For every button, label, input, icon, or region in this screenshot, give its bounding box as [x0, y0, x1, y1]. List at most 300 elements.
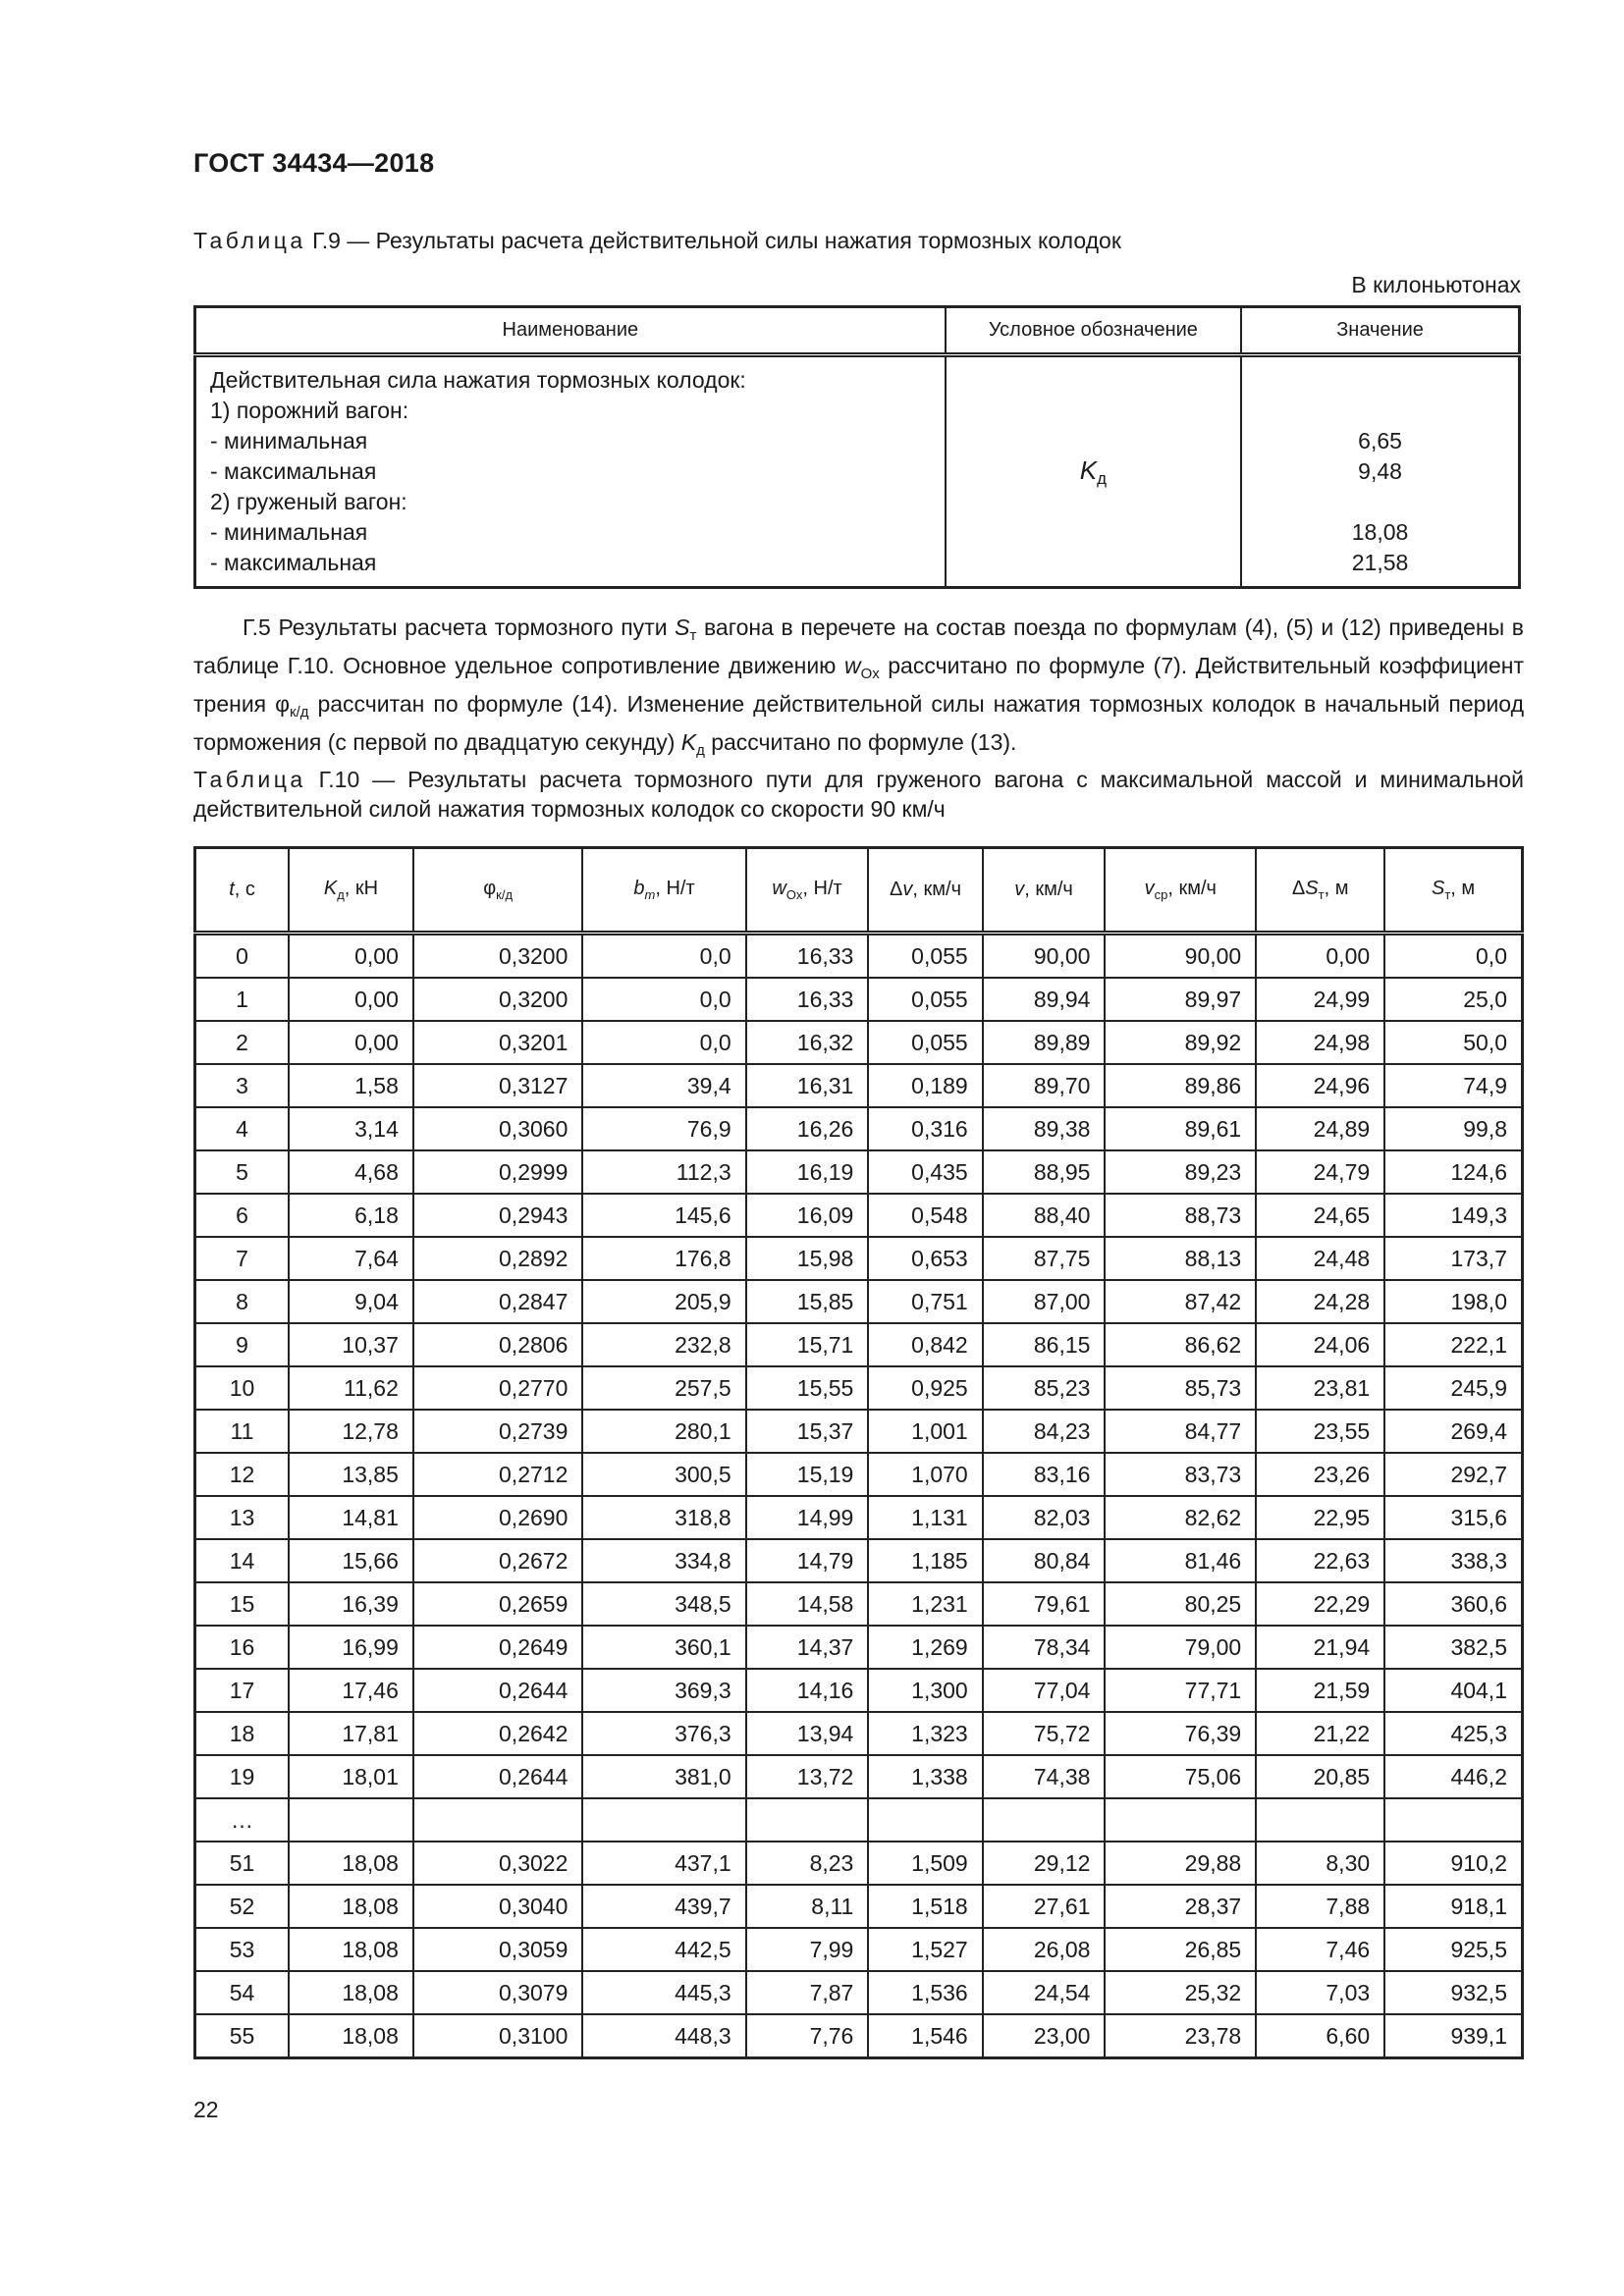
table-cell: 87,00: [983, 1280, 1106, 1323]
table-cell: 124,6: [1384, 1150, 1522, 1194]
table-cell: 0,055: [868, 1021, 982, 1064]
table-cell: 16,33: [746, 934, 869, 979]
table-cell: 16,32: [746, 1021, 869, 1064]
table-cell: 89,94: [983, 978, 1106, 1021]
header-symbol: φ: [483, 878, 497, 899]
table-cell: 16: [195, 1626, 290, 1669]
table-9-value-line: 9,48: [1358, 458, 1402, 484]
symbol-s: S: [675, 614, 690, 640]
table-9-header-symbol: Условное обозначение: [946, 307, 1241, 355]
table-cell: 1,338: [868, 1755, 982, 1798]
table-cell: 338,3: [1384, 1539, 1522, 1582]
table-cell: 205,9: [582, 1280, 745, 1323]
table-cell: 3,14: [289, 1107, 413, 1150]
table-cell: 0,00: [289, 1021, 413, 1064]
table-9-name-line: 2) груженый вагон:: [210, 489, 407, 514]
table-cell: 0,3201: [413, 1021, 583, 1064]
table-cell: 0,2659: [413, 1582, 583, 1626]
table-10-caption-text: Г.10 — Результаты расчета тормозного пути для груженого вагона с максимальной массой и минимальной действительной силой нажатия тормозных колодок со скорости 90 км/ч: [193, 767, 1524, 822]
table-cell: 16,09: [746, 1194, 869, 1237]
table-cell: 1,001: [868, 1410, 982, 1453]
table-row: [195, 1626, 1523, 1669]
table-cell: 16,19: [746, 1150, 869, 1194]
header-unit: , с: [234, 879, 255, 900]
table-cell: 0,2644: [413, 1669, 583, 1712]
table-cell: 18,08: [289, 1842, 413, 1885]
table-cell: 84,23: [983, 1410, 1106, 1453]
table-cell: 918,1: [1384, 1885, 1522, 1928]
table-cell: 13,72: [746, 1755, 869, 1798]
table-cell: 21,59: [1256, 1669, 1384, 1712]
header-phi: [413, 848, 583, 934]
header-s: [1384, 848, 1522, 934]
table-cell: 0,751: [868, 1280, 982, 1323]
table-10-caption-prefix: Таблица: [193, 767, 306, 792]
table-cell: 18,08: [289, 1885, 413, 1928]
header-unit: , км/ч: [1167, 878, 1217, 899]
table-row: [195, 934, 1523, 979]
table-cell: 112,3: [582, 1150, 745, 1194]
paragraph-part: Г.5 Результаты расчета тормозного пути: [243, 614, 676, 640]
table-cell: 8,23: [746, 1842, 869, 1885]
table-9-value-line: [1242, 487, 1518, 517]
table-9-name-line: - минимальная: [210, 519, 368, 545]
table-cell: 1,518: [868, 1885, 982, 1928]
paragraph-g5: [193, 613, 1524, 766]
table-cell: 53: [195, 1928, 290, 1971]
symbol-k-subscript: д: [696, 742, 705, 759]
table-cell: 13: [195, 1496, 290, 1539]
table-cell: 14,81: [289, 1496, 413, 1539]
table-cell: 90,00: [983, 934, 1106, 979]
table-9-header-row: [195, 307, 1520, 355]
table-cell: 382,5: [1384, 1626, 1522, 1669]
table-cell: 925,5: [1384, 1928, 1522, 1971]
table-cell: 0,2806: [413, 1323, 583, 1366]
table-cell: 23,55: [1256, 1410, 1384, 1453]
table-9-units: В килоньютонах: [1351, 272, 1521, 297]
table-9-value-line: [1242, 365, 1518, 396]
table-10-caption: [193, 765, 1524, 824]
table-cell: 15,19: [746, 1453, 869, 1496]
table-9-value-line: 6,65: [1358, 428, 1402, 454]
table-cell: 12,78: [289, 1410, 413, 1453]
header-unit: , м: [1450, 878, 1476, 899]
table-cell: 348,5: [582, 1582, 745, 1626]
header-subscript: т: [1318, 887, 1325, 902]
table-cell: 80,25: [1105, 1582, 1256, 1626]
table-cell: [1256, 1798, 1384, 1842]
table-cell: [1105, 1798, 1256, 1842]
table-cell: 381,0: [582, 1755, 745, 1798]
table-cell: 7,64: [289, 1237, 413, 1280]
table-cell: 78,34: [983, 1626, 1106, 1669]
table-cell: 16,39: [289, 1582, 413, 1626]
table-cell: 14: [195, 1539, 290, 1582]
header-subscript: д: [337, 887, 345, 902]
table-cell: 932,5: [1384, 1971, 1522, 2014]
table-cell: 16,26: [746, 1107, 869, 1150]
table-cell: 245,9: [1384, 1366, 1522, 1410]
table-cell: 222,1: [1384, 1323, 1522, 1366]
table-cell: [582, 1798, 745, 1842]
table-cell: 83,73: [1105, 1453, 1256, 1496]
table-cell: 376,3: [582, 1712, 745, 1755]
table-cell: 0,3100: [413, 2014, 583, 2058]
table-10-body: [195, 934, 1523, 2058]
table-cell: 89,89: [983, 1021, 1106, 1064]
table-cell: 24,96: [1256, 1064, 1384, 1107]
table-cell: 79,61: [983, 1582, 1106, 1626]
table-cell: 1,509: [868, 1842, 982, 1885]
table-cell: 23,81: [1256, 1366, 1384, 1410]
table-cell: 15: [195, 1582, 290, 1626]
table-cell: 7,87: [746, 1971, 869, 2014]
table-cell: 82,62: [1105, 1496, 1256, 1539]
table-cell: 52: [195, 1885, 290, 1928]
table-cell: 8: [195, 1280, 290, 1323]
header-k: [289, 848, 413, 934]
table-cell: 437,1: [582, 1842, 745, 1885]
table-9-value-line: 21,58: [1351, 550, 1409, 575]
table-cell: 88,40: [983, 1194, 1106, 1237]
symbol-phi-subscript: к/д: [290, 704, 309, 721]
table-cell: 15,98: [746, 1237, 869, 1280]
header-subscript: ср: [1154, 887, 1168, 902]
table-9-name-line: - максимальная: [210, 550, 377, 575]
table-cell: [983, 1798, 1106, 1842]
table-cell: 6: [195, 1194, 290, 1237]
table-cell: 18,08: [289, 1971, 413, 2014]
header-subscript: к/д: [496, 887, 514, 902]
table-cell: 17,81: [289, 1712, 413, 1755]
header-unit: , Н/т: [655, 878, 695, 899]
table-cell: 300,5: [582, 1453, 745, 1496]
table-cell: 14,79: [746, 1539, 869, 1582]
table-cell: 280,1: [582, 1410, 745, 1453]
table-cell: 1,131: [868, 1496, 982, 1539]
table-cell: 6,18: [289, 1194, 413, 1237]
table-cell: 18,01: [289, 1755, 413, 1798]
table-cell: 445,3: [582, 1971, 745, 2014]
table-cell: 21,94: [1256, 1626, 1384, 1669]
table-cell: 8,30: [1256, 1842, 1384, 1885]
table-cell: [1384, 1798, 1522, 1842]
header-delta: Δ: [1291, 878, 1306, 899]
table-cell: 24,65: [1256, 1194, 1384, 1237]
table-row: [195, 1150, 1523, 1194]
table-cell: 18,08: [289, 2014, 413, 2058]
header-v: [983, 848, 1106, 934]
table-cell: 25,0: [1384, 978, 1522, 1021]
table-cell: 7,46: [1256, 1928, 1384, 1971]
table-cell: 26,08: [983, 1928, 1106, 1971]
table-cell: 18,08: [289, 1928, 413, 1971]
table-cell: 80,84: [983, 1539, 1106, 1582]
table-cell: 0,3059: [413, 1928, 583, 1971]
table-cell: 75,72: [983, 1712, 1106, 1755]
table-cell: 75,06: [1105, 1755, 1256, 1798]
table-cell: 0,3200: [413, 934, 583, 979]
table-row: [195, 1669, 1523, 1712]
table-cell: 0,548: [868, 1194, 982, 1237]
table-cell: 369,3: [582, 1669, 745, 1712]
header-symbol: v: [1014, 879, 1025, 900]
table-cell: 12: [195, 1453, 290, 1496]
table-cell: 88,95: [983, 1150, 1106, 1194]
table-cell: [413, 1798, 583, 1842]
table-9-name-line: 1) порожний вагон:: [210, 398, 409, 423]
table-cell: 176,8: [582, 1237, 745, 1280]
table-cell: 145,6: [582, 1194, 745, 1237]
table-cell: [746, 1798, 869, 1842]
table-cell: 0,3040: [413, 1885, 583, 1928]
table-cell: [868, 1798, 982, 1842]
header-symbol: b: [633, 878, 645, 899]
table-9: [193, 305, 1521, 589]
table-cell: 27,61: [983, 1885, 1106, 1928]
table-row: [195, 1885, 1523, 1928]
table-cell: 79,00: [1105, 1626, 1256, 1669]
table-cell: 10: [195, 1366, 290, 1410]
table-row: [195, 1280, 1523, 1323]
table-cell: 15,71: [746, 1323, 869, 1366]
table-cell: 14,16: [746, 1669, 869, 1712]
table-cell: 7,76: [746, 2014, 869, 2058]
table-9-name-line: Действительная сила нажатия тормозных колодок:: [210, 367, 746, 393]
table-cell: 0,2690: [413, 1496, 583, 1539]
symbol-w: w: [843, 653, 861, 678]
table-cell: 173,7: [1384, 1237, 1522, 1280]
table-cell: 83,16: [983, 1453, 1106, 1496]
table-cell: 84,77: [1105, 1410, 1256, 1453]
table-row: [195, 1712, 1523, 1755]
table-cell: 269,4: [1384, 1410, 1522, 1453]
table-9-value-cell: [1241, 355, 1519, 588]
table-row: [195, 1021, 1523, 1064]
table-cell: 0,2943: [413, 1194, 583, 1237]
table-cell: …: [195, 1798, 290, 1842]
table-cell: 7,03: [1256, 1971, 1384, 2014]
table-cell: 232,8: [582, 1323, 745, 1366]
paragraph-part: вагона в перечете на состав поезда по формулам (4), (5) и (12) приведены в таблице Г.10. Основное удельное сопротивление движению: [193, 614, 1524, 678]
table-cell: 82,03: [983, 1496, 1106, 1539]
table-cell: 25,32: [1105, 1971, 1256, 2014]
table-cell: 4,68: [289, 1150, 413, 1194]
header-vcp: [1105, 848, 1256, 934]
table-cell: 0,055: [868, 978, 982, 1021]
table-cell: 89,23: [1105, 1150, 1256, 1194]
table-cell: 51: [195, 1842, 290, 1885]
header-unit: , м: [1324, 878, 1349, 899]
table-cell: 11: [195, 1410, 290, 1453]
header-symbol: K: [323, 878, 338, 899]
table-cell: 0,3200: [413, 978, 583, 1021]
table-9-caption-text: Г.9 — Результаты расчета действительной силы нажатия тормозных колодок: [312, 228, 1121, 253]
header-delta: Δ: [890, 879, 903, 900]
table-cell: 0,0: [582, 978, 745, 1021]
table-9-header-name: Наименование: [195, 307, 946, 355]
table-cell: 1,070: [868, 1453, 982, 1496]
table-cell: 89,97: [1105, 978, 1256, 1021]
table-9-header-value: Значение: [1241, 307, 1519, 355]
table-cell: 29,12: [983, 1842, 1106, 1885]
table-10: [193, 846, 1524, 2059]
table-row: [195, 1410, 1523, 1453]
table-cell: 315,6: [1384, 1496, 1522, 1539]
table-cell: 5: [195, 1150, 290, 1194]
header-t: [195, 848, 290, 934]
table-row: [195, 1237, 1523, 1280]
table-cell: 86,15: [983, 1323, 1106, 1366]
table-cell: 20,85: [1256, 1755, 1384, 1798]
header-dv: [868, 848, 982, 934]
table-cell: 439,7: [582, 1885, 745, 1928]
table-cell: 0,2649: [413, 1626, 583, 1669]
table-cell: 11,62: [289, 1366, 413, 1410]
table-cell: 0,2892: [413, 1237, 583, 1280]
table-cell: 89,92: [1105, 1021, 1256, 1064]
table-cell: 74,9: [1384, 1064, 1522, 1107]
table-cell: 18: [195, 1712, 290, 1755]
table-cell: 1,231: [868, 1582, 982, 1626]
table-row: [195, 1496, 1523, 1539]
table-cell: 6,60: [1256, 2014, 1384, 2058]
table-row: [195, 1928, 1523, 1971]
table-cell: 1,269: [868, 1626, 982, 1669]
table-cell: 77,71: [1105, 1669, 1256, 1712]
table-cell: 0,3127: [413, 1064, 583, 1107]
table-cell: 0,0: [1384, 934, 1522, 979]
table-cell: 89,38: [983, 1107, 1106, 1150]
table-row: [195, 1755, 1523, 1798]
table-9-value-line: [1242, 396, 1518, 426]
table-cell: 87,75: [983, 1237, 1106, 1280]
table-cell: 448,3: [582, 2014, 745, 2058]
table-cell: 88,73: [1105, 1194, 1256, 1237]
document-header: ГОСТ 34434—2018: [193, 148, 435, 178]
header-subscript: Ox: [785, 887, 803, 902]
table-cell: 22,63: [1256, 1539, 1384, 1582]
table-cell: 0,2672: [413, 1539, 583, 1582]
table-cell: 9: [195, 1323, 290, 1366]
table-cell: 89,86: [1105, 1064, 1256, 1107]
table-cell: 15,37: [746, 1410, 869, 1453]
table-cell: 24,98: [1256, 1021, 1384, 1064]
table-cell: 2: [195, 1021, 290, 1064]
table-cell: 198,0: [1384, 1280, 1522, 1323]
table-cell: 16,99: [289, 1626, 413, 1669]
table-cell: 16,31: [746, 1064, 869, 1107]
table-row: [195, 2014, 1523, 2058]
table-cell: 17,46: [289, 1669, 413, 1712]
table-cell: 24,99: [1256, 978, 1384, 1021]
table-cell: 13,85: [289, 1453, 413, 1496]
table-cell: 0,316: [868, 1107, 982, 1150]
table-cell: 15,85: [746, 1280, 869, 1323]
table-9-row: [195, 355, 1520, 588]
table-cell: 23,78: [1105, 2014, 1256, 2058]
table-cell: 360,1: [582, 1626, 745, 1669]
symbol-phi: φ: [275, 691, 291, 717]
table-cell: 8,11: [746, 1885, 869, 1928]
table-cell: 939,1: [1384, 2014, 1522, 2058]
table-9-name-line: - минимальная: [210, 428, 368, 454]
header-unit: , км/ч: [1024, 879, 1073, 900]
table-cell: 10,37: [289, 1323, 413, 1366]
table-row: [195, 1453, 1523, 1496]
table-cell: 89,70: [983, 1064, 1106, 1107]
table-cell: 292,7: [1384, 1453, 1522, 1496]
table-cell: 0,189: [868, 1064, 982, 1107]
table-cell: 24,79: [1256, 1150, 1384, 1194]
table-cell: 446,2: [1384, 1755, 1522, 1798]
table-cell: 88,13: [1105, 1237, 1256, 1280]
table-cell: 0,2739: [413, 1410, 583, 1453]
table-cell: 24,28: [1256, 1280, 1384, 1323]
table-cell: 23,26: [1256, 1453, 1384, 1496]
table-cell: 76,39: [1105, 1712, 1256, 1755]
table-cell: 24,89: [1256, 1107, 1384, 1150]
table-cell: 404,1: [1384, 1669, 1522, 1712]
table-cell: 3: [195, 1064, 290, 1107]
table-cell: 29,88: [1105, 1842, 1256, 1885]
table-row: [195, 1323, 1523, 1366]
table-cell: 17: [195, 1669, 290, 1712]
table-cell: 24,54: [983, 1971, 1106, 2014]
table-cell: 442,5: [582, 1928, 745, 1971]
table-cell: 89,61: [1105, 1107, 1256, 1150]
table-cell: 334,8: [582, 1539, 745, 1582]
symbol-k-subscript: д: [1097, 468, 1107, 488]
table-cell: 1,546: [868, 2014, 982, 2058]
table-9-caption: [193, 226, 1121, 255]
table-cell: 87,42: [1105, 1280, 1256, 1323]
header-ds: [1256, 848, 1384, 934]
header-b: [582, 848, 745, 934]
table-cell: 9,04: [289, 1280, 413, 1323]
table-cell: 318,8: [582, 1496, 745, 1539]
table-cell: 85,23: [983, 1366, 1106, 1410]
table-cell: 21,22: [1256, 1712, 1384, 1755]
table-cell: 0,0: [582, 1021, 745, 1064]
table-cell: 7: [195, 1237, 290, 1280]
table-cell: 910,2: [1384, 1842, 1522, 1885]
header-subscript: т: [1444, 887, 1451, 902]
table-cell: 0: [195, 934, 290, 979]
table-cell: 15,55: [746, 1366, 869, 1410]
table-cell: 1,536: [868, 1971, 982, 2014]
table-cell: 0,925: [868, 1366, 982, 1410]
paragraph-part: рассчитано по формуле (13).: [704, 729, 1017, 755]
table-row: [195, 1107, 1523, 1150]
header-symbol: S: [1305, 878, 1319, 899]
table-cell: 0,3079: [413, 1971, 583, 2014]
table-cell: 0,2644: [413, 1755, 583, 1798]
table-cell: 81,46: [1105, 1539, 1256, 1582]
table-cell: 14,58: [746, 1582, 869, 1626]
table-cell: 0,00: [289, 934, 413, 979]
table-cell: 26,85: [1105, 1928, 1256, 1971]
header-symbol: S: [1431, 878, 1445, 899]
paragraph-part: рассчитан по формуле (14). Изменение действительной силы нажатия тормозных колодок в начальный период торможения (с первой по двадцатую секунду): [193, 691, 1524, 755]
table-cell: 0,3060: [413, 1107, 583, 1150]
header-subscript: m: [644, 887, 656, 902]
table-cell: 0,653: [868, 1237, 982, 1280]
symbol-s-subscript: т: [689, 627, 697, 644]
table-cell: 7,88: [1256, 1885, 1384, 1928]
table-cell: 1,300: [868, 1669, 982, 1712]
